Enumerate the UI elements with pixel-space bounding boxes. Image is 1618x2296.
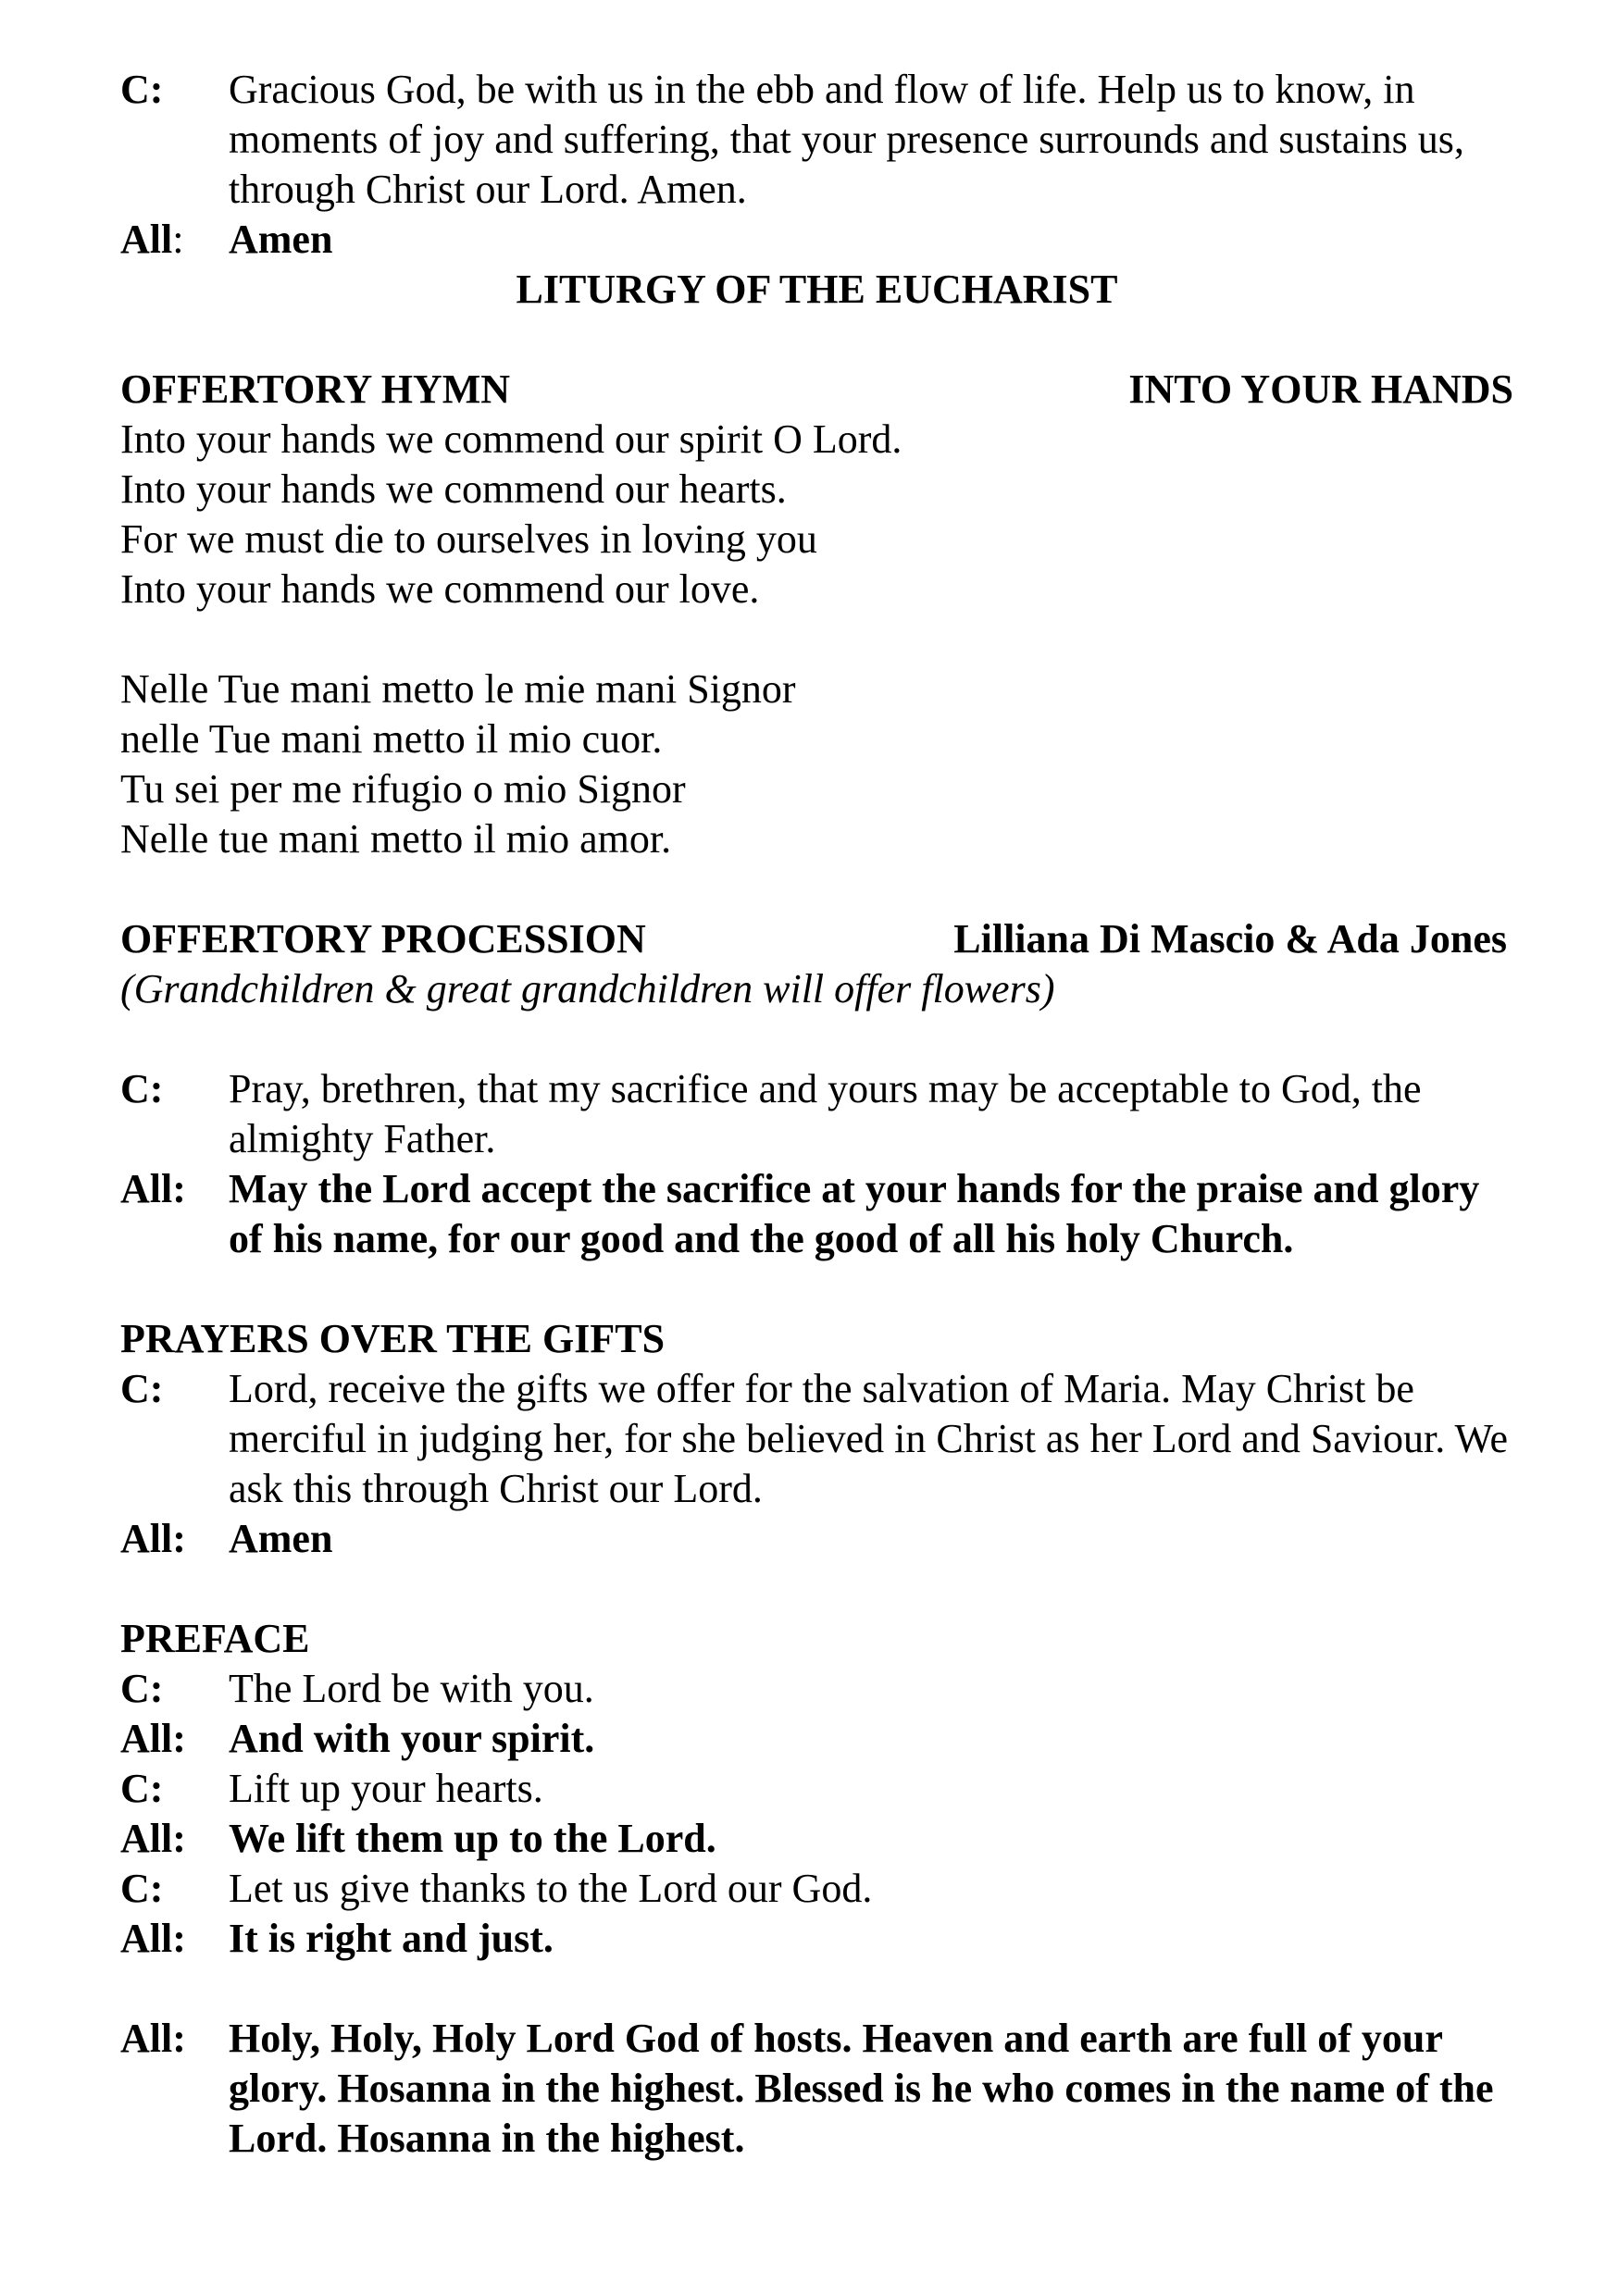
offertory-hymn-heading [120,365,1513,415]
speaker-label: All: [120,1816,186,1861]
speaker-label: All: [120,2016,186,2061]
offertory-procession-note: (Grandchildren & great grandchildren will offer flowers) [120,966,1055,1011]
prayer-text: Gracious God, be with us in the ebb and flow of life. Help us to know, in moments of joy and suffering, that your presence surrounds and sustains us, through Christ our Lord. Amen. [229,67,1464,212]
speaker-label: All: [120,1916,186,1961]
speaker-label: C: [120,1866,164,1911]
hymn-line: Nelle tue mani metto il mio amor. [120,816,672,862]
speaker-label: C: [120,67,164,112]
preface-dialogue-line [120,1914,1513,1964]
prayers-over-gifts-celebrant [120,1364,1513,1514]
offertory-procession-heading [120,914,1513,964]
offertory-procession-names: Lilliana Di Mascio & Ada Jones [953,916,1507,962]
hymn-verse-italian [120,664,1513,864]
opening-prayer-celebrant [120,65,1513,215]
prayers-over-gifts-heading: PRAYERS OVER THE GIFTS [120,1316,666,1361]
dialogue-text: The Lord be with you. [229,1666,594,1711]
hymn-line: Into your hands we commend our love. [120,566,760,612]
speaker-colon: : [172,217,184,262]
section-title-liturgy: LITURGY OF THE EUCHARIST [516,267,1118,312]
hymn-line: Into your hands we commend our spirit O Lord. [120,416,902,462]
speaker-label [120,215,229,265]
offertory-procession-label: OFFERTORY PROCESSION [120,916,646,962]
preface-dialogue-line [120,1764,1513,1814]
hymn-line: Nelle Tue mani metto le mie mani Signor [120,666,796,712]
speaker-label: All: [120,1166,186,1211]
prayer-text: Lord, receive the gifts we offer for the salvation of Maria. May Christ be merciful in judging her, for she believed in Christ as her Lord and Saviour. We ask this through Christ our Lord. [229,1366,1509,1511]
hymn-verse-english [120,415,1513,614]
sanctus-text: Holy, Holy, Holy Lord God of hosts. Heaven and earth are full of your glory. Hosanna in the highest. Blessed is he who comes in the name of the Lord. Hosanna in the highest. [229,2016,1494,2161]
dialogue-text: It is right and just. [229,1916,554,1961]
preface-dialogue-line [120,1664,1513,1714]
pray-brethren-celebrant [120,1064,1513,1164]
speaker-label: C: [120,1066,164,1111]
dialogue-text: And with your spirit. [229,1716,595,1761]
speaker-label: C: [120,1366,164,1411]
response-text: Amen [229,217,333,262]
prayers-over-gifts-response [120,1514,1513,1564]
hymn-line: nelle Tue mani metto il mio cuor. [120,716,663,762]
dialogue-text: We lift them up to the Lord. [229,1816,716,1861]
speaker-label: C: [120,1766,164,1811]
response-text: May the Lord accept the sacrifice at your hands for the praise and glory of his name, for our good and the good of all his holy Church. [229,1166,1480,1261]
speaker-label: All: [120,1516,186,1561]
preface-dialogue-line [120,1714,1513,1764]
response-text: Amen [229,1516,333,1561]
dialogue-text: Lift up your hearts. [229,1766,543,1811]
sanctus-response [120,2014,1513,2164]
speaker-label: C: [120,1666,164,1711]
pray-brethren-response [120,1164,1513,1264]
hymn-line: Into your hands we commend our hearts. [120,466,787,512]
dialogue-text: Let us give thanks to the Lord our God. [229,1866,873,1911]
speaker-name: All [120,217,173,262]
offertory-hymn-label: OFFERTORY HYMN [120,366,511,412]
hymn-line: For we must die to ourselves in loving you [120,516,817,562]
offertory-hymn-title: INTO YOUR HANDS [1128,366,1513,412]
preface-heading: PREFACE [120,1616,310,1661]
document-page [120,65,1513,2164]
speaker-label: All: [120,1716,186,1761]
hymn-line: Tu sei per me rifugio o mio Signor [120,766,686,812]
preface-dialogue-line [120,1814,1513,1864]
prayer-text: Pray, brethren, that my sacrifice and yours may be acceptable to God, the almighty Father. [229,1066,1422,1161]
opening-prayer-response [120,215,1513,265]
preface-dialogue-line [120,1864,1513,1914]
